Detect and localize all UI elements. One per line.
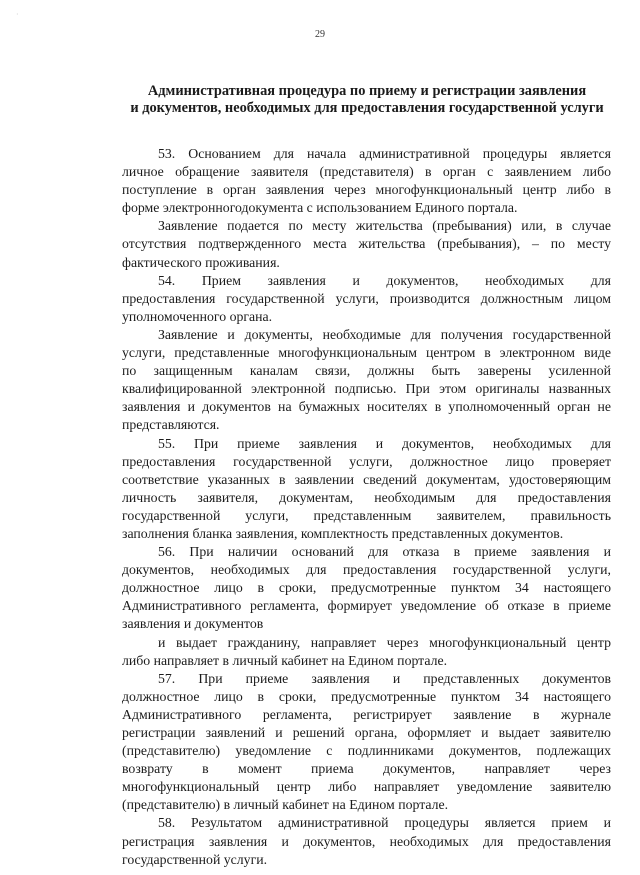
paragraph-p56b	[122, 634, 611, 670]
paragraph-line: регистрации заявлений и решений органа, оформляет и выдает заявителю	[122, 725, 611, 740]
paragraph-line: государственной услуги.	[122, 851, 268, 867]
paragraph-line: представляются.	[122, 417, 220, 433]
paragraph-line: форме электронногодокумента с использованием Единого портала.	[122, 200, 518, 216]
paragraph-line: 57. При приеме заявления и представленных документов	[158, 670, 611, 686]
paragraph-line: Административного регламента, формирует уведомление об отказе в приеме	[122, 598, 611, 614]
paragraph-line: многофункциональный центр либо направляет уведомление заявителю	[122, 779, 611, 795]
paragraph-p57	[122, 670, 611, 815]
paragraph-line: 54. Прием заявления и документов, необходимых для	[158, 272, 611, 288]
paragraph-line: фактического проживания.	[122, 254, 280, 270]
paragraph-line: предоставления государственной услуги, должностное лицо проверяет	[122, 453, 611, 469]
corner-mark: ·	[16, 10, 19, 19]
paragraph-line: должностное лицо в сроки, предусмотренные пунктом 34 настоящего	[122, 580, 611, 596]
paragraph-line: личность заявителя, документам, необходимым для предоставления	[122, 489, 611, 505]
paragraph-line: заполнения бланка заявления, комплектность представленных документов.	[122, 525, 564, 541]
paragraph-line: Заявление и документы, необходимые для получения государственной	[158, 326, 611, 342]
paragraph-line: возврату в момент приема документов, направляет через	[122, 761, 611, 777]
paragraph-p54b	[122, 326, 611, 435]
document-body	[122, 145, 611, 869]
paragraph-p54	[122, 272, 611, 326]
paragraph-p53b	[122, 217, 611, 271]
paragraph-line: Заявление подается по месту жительства (пребывания) или, в случае	[158, 218, 611, 234]
paragraph-line: заявления и документов	[122, 616, 264, 632]
paragraph-p58	[122, 814, 611, 868]
paragraph-line: должностное лицо в сроки, предусмотренные пунктом 34 настоящего	[122, 688, 611, 704]
paragraph-line: по защищенным каналам связи, должны быть заверены усиленной	[122, 363, 611, 379]
paragraph-line: отсутствия подтвержденного места жительства (пребывания), – по месту	[122, 236, 611, 252]
paragraph-line: соответствие указанных в заявлении сведений документам, удостоверяющим	[122, 471, 611, 487]
paragraph-line: квалифицированной электронной подписью. При этом оригиналы названных	[122, 381, 611, 397]
paragraph-line: поступление в орган заявления через многофункциональный центр либо в	[122, 182, 611, 198]
paragraph-p56	[122, 543, 611, 633]
paragraph-line: уполномоченного органа.	[122, 308, 273, 324]
paragraph-line: документов, необходимых для предоставления государственной услуги,	[122, 562, 611, 578]
paragraph-line: (представителю) в личный кабинет на Едином портале.	[122, 797, 449, 813]
paragraph-p53	[122, 145, 611, 217]
paragraph-line: услуги, представленные многофункциональным центром в электронном виде	[122, 345, 611, 361]
paragraph-line: (представителю) уведомление с подлинниками документов, подлежащих	[122, 743, 611, 759]
paragraph-line: 53. Основанием для начала административной процедуры является	[158, 146, 611, 161]
paragraph-line: личное обращение заявителя (представителя) в орган с заявлением либо	[122, 164, 611, 180]
section-title-line-1: Административная процедура по приему и регистрации заявления	[147, 83, 587, 99]
paragraph-line: предоставления государственной услуги, производится должностным лицом	[122, 290, 611, 306]
paragraph-line: Административного регламента, регистрирует заявление в журнале	[122, 706, 611, 722]
paragraph-line: 55. При приеме заявления и документов, необходимых для	[158, 435, 611, 451]
section-title	[122, 83, 612, 117]
paragraph-line: 58. Результатом административной процедуры является прием и	[158, 815, 611, 831]
section-title-line-2: и документов, необходимых для предоставления государственной услуги	[130, 100, 604, 116]
paragraph-line: государственной услуги, представленным заявителем, правильность	[122, 507, 611, 523]
paragraph-line: регистрация заявления и документов, необходимых для предоставления	[122, 833, 611, 849]
paragraph-line: и выдает гражданину, направляет через многофункциональный центр	[158, 634, 611, 650]
paragraph-line: заявления и документов на бумажных носителях в уполномоченный орган не	[122, 399, 611, 415]
paragraph-line: 56. При наличии оснований для отказа в приеме заявления и	[158, 544, 611, 560]
page-number: 29	[315, 29, 325, 40]
paragraph-p55	[122, 435, 611, 544]
paragraph-line: либо направляет в личный кабинет на Едином портале.	[122, 652, 448, 668]
